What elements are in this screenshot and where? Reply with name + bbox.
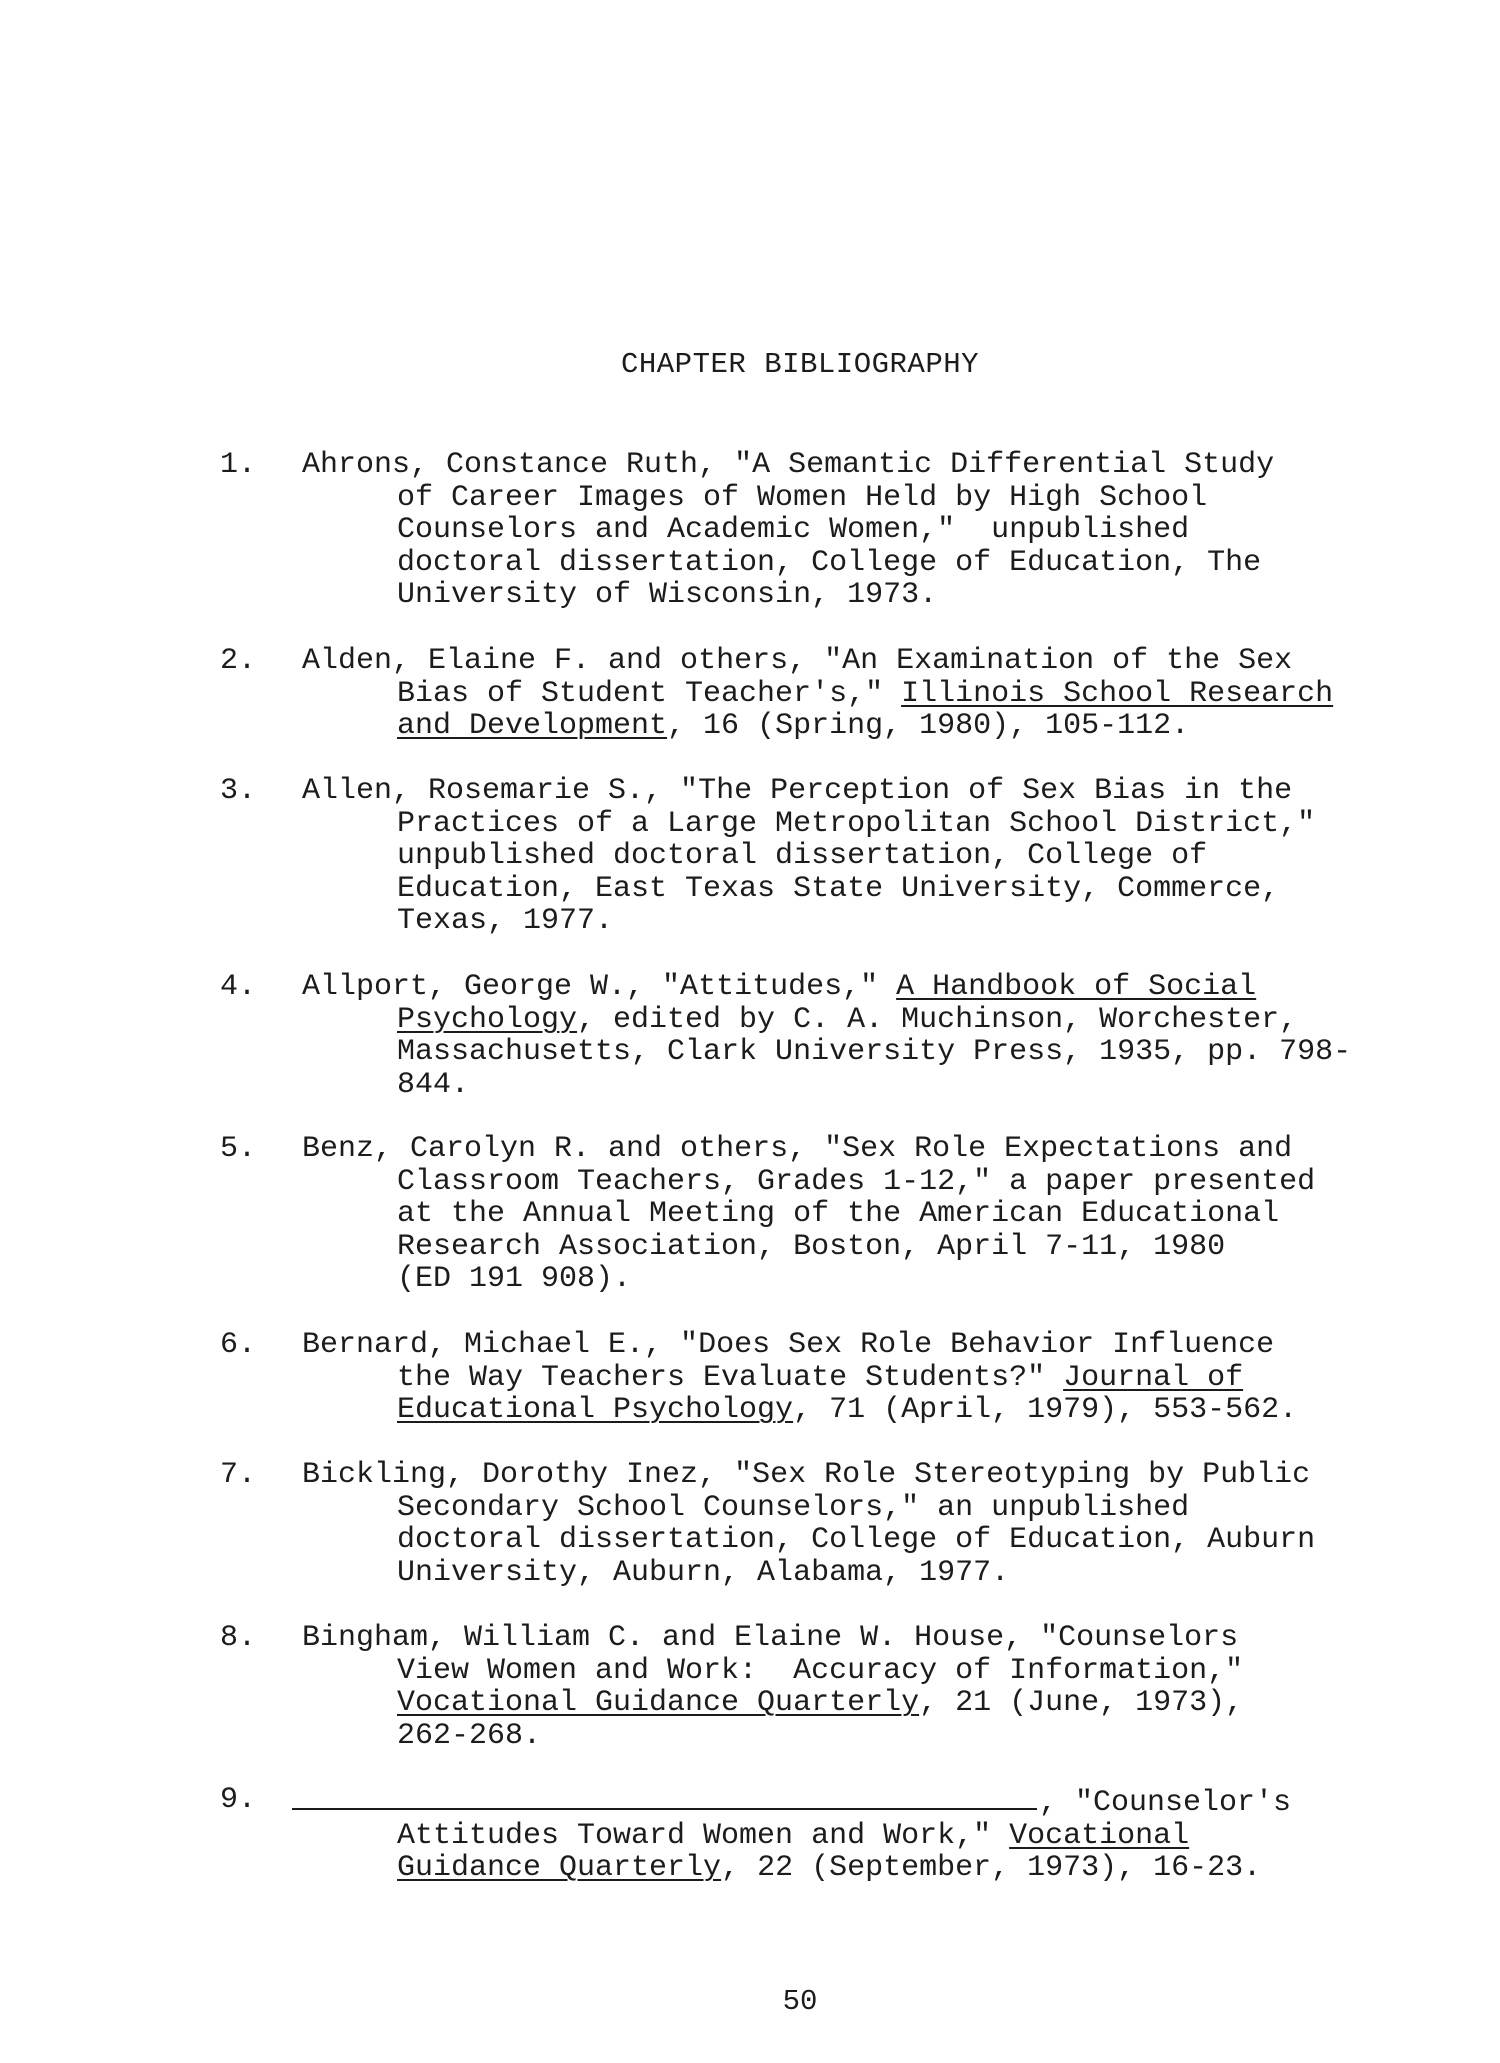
entry-text-segment: , edited by C. A. Muchinson, Worchester, bbox=[577, 1002, 1298, 1037]
entry-text bbox=[302, 1622, 1392, 1752]
entry-line bbox=[302, 710, 1392, 743]
entry-text bbox=[302, 449, 1392, 612]
entry-text-segment: , 16 (Spring, 1980), 105-112. bbox=[667, 709, 1190, 743]
entry-text-segment: Allport, George W., "Attitudes," bbox=[302, 970, 897, 1004]
entry-line: Allen, Rosemarie S., "The Perception of Sex Bias in the bbox=[302, 774, 1293, 808]
entry-line: (ED 191 908). bbox=[397, 1262, 632, 1296]
journal-title: Vocational Guidance Quarterly bbox=[397, 1686, 920, 1720]
entry-text-segment: , 71 (April, 1979), 553-562. bbox=[793, 1393, 1298, 1427]
book-title: Psychology bbox=[397, 1002, 578, 1037]
journal-title: and Development bbox=[397, 709, 668, 743]
entry-text bbox=[302, 1459, 1392, 1589]
entry-line: of Career Images of Women Held by High School bbox=[397, 480, 1208, 515]
page-number: 50 bbox=[782, 1985, 818, 2018]
entry-line bbox=[302, 678, 1392, 711]
entry-number: 6. bbox=[220, 1328, 257, 1362]
entry-line: unpublished doctoral dissertation, College of bbox=[397, 839, 1208, 873]
entry-text bbox=[302, 1784, 1392, 1885]
entry-line bbox=[302, 1004, 1392, 1037]
entry-line: Alden, Elaine F. and others, "An Examination of the Sex bbox=[302, 644, 1293, 678]
entry-number: 8. bbox=[220, 1621, 257, 1655]
entry-text-segment: the Way Teachers Evaluate Students?" bbox=[397, 1360, 1064, 1395]
entry-text bbox=[302, 1133, 1392, 1296]
entry-line bbox=[302, 1394, 1392, 1427]
entry-line: Bingham, William C. and Elaine W. House, "Counselors bbox=[302, 1621, 1239, 1655]
entry-line bbox=[302, 971, 1392, 1004]
entry-line: 262-268. bbox=[397, 1718, 542, 1753]
entry-line: Secondary School Counselors," an unpublished bbox=[397, 1490, 1190, 1525]
entry-line: Texas, 1977. bbox=[397, 904, 614, 938]
entry-number: 1. bbox=[220, 448, 257, 482]
entry-text-segment: Bias of Student Teacher's," bbox=[397, 676, 902, 711]
entry-number: 4. bbox=[220, 970, 257, 1004]
entry-line: Benz, Carolyn R. and others, "Sex Role Expectations and bbox=[302, 1132, 1293, 1166]
entry-line: Practices of a Large Metropolitan School District," bbox=[397, 806, 1316, 841]
entry-line: Massachusetts, Clark University Press, 1935, pp. 798- bbox=[397, 1035, 1352, 1069]
entry-line bbox=[302, 1784, 1392, 1820]
author-repeat-rule bbox=[292, 1784, 1037, 1810]
entry-line: Bernard, Michael E., "Does Sex Role Behavior Influence bbox=[302, 1328, 1275, 1362]
entry-number: 5. bbox=[220, 1132, 257, 1166]
entry-number: 7. bbox=[220, 1458, 257, 1492]
entry-line: Ahrons, Constance Ruth, "A Semantic Differential Study bbox=[302, 448, 1275, 482]
entry-line: University, Auburn, Alabama, 1977. bbox=[397, 1555, 1010, 1590]
journal-title: Journal of bbox=[1063, 1360, 1244, 1395]
entry-number: 2. bbox=[220, 644, 257, 678]
journal-title: Illinois School Research bbox=[901, 676, 1334, 711]
entry-text-segment: Attitudes Toward Women and Work," bbox=[397, 1818, 1010, 1853]
entry-line: University of Wisconsin, 1973. bbox=[397, 578, 938, 612]
entry-text-segment: , 22 (September, 1973), 16-23. bbox=[721, 1851, 1262, 1885]
book-title: A Handbook of Social bbox=[896, 970, 1257, 1004]
entry-line: Bickling, Dorothy Inez, "Sex Role Stereotyping by Public bbox=[302, 1458, 1311, 1492]
entry-text bbox=[302, 1329, 1392, 1427]
entry-line bbox=[302, 1820, 1392, 1853]
entry-line bbox=[302, 1687, 1392, 1720]
entry-line: Classroom Teachers, Grades 1-12," a paper presented bbox=[397, 1164, 1316, 1199]
journal-title: Educational Psychology bbox=[397, 1393, 794, 1427]
entry-line bbox=[302, 1852, 1392, 1885]
journal-title: Guidance Quarterly bbox=[397, 1851, 722, 1885]
entry-line: doctoral dissertation, College of Education, Auburn bbox=[397, 1523, 1316, 1557]
entry-line bbox=[302, 1362, 1392, 1395]
entry-line: 844. bbox=[397, 1067, 470, 1102]
chapter-title: CHAPTER BIBLIOGRAPHY bbox=[620, 348, 980, 381]
entry-line: Research Association, Boston, April 7-11, 1980 bbox=[397, 1229, 1226, 1264]
entry-text bbox=[302, 971, 1392, 1101]
entry-line: Counselors and Academic Women," unpublished bbox=[397, 513, 1190, 547]
entry-line: at the Annual Meeting of the American Educational bbox=[397, 1197, 1280, 1231]
entry-number: 3. bbox=[220, 774, 257, 808]
entry-line: doctoral dissertation, College of Education, The bbox=[397, 545, 1262, 580]
journal-title: Vocational bbox=[1009, 1818, 1190, 1853]
entry-line: Education, East Texas State University, Commerce, bbox=[397, 871, 1280, 906]
entry-number: 9. bbox=[220, 1783, 257, 1817]
entry-text-segment: , "Counselor's bbox=[1039, 1786, 1292, 1820]
entry-text-segment: , 21 (June, 1973), bbox=[919, 1686, 1244, 1720]
entry-line: View Women and Work: Accuracy of Information," bbox=[397, 1653, 1244, 1688]
entry-text bbox=[302, 775, 1392, 938]
entry-text bbox=[302, 645, 1392, 743]
